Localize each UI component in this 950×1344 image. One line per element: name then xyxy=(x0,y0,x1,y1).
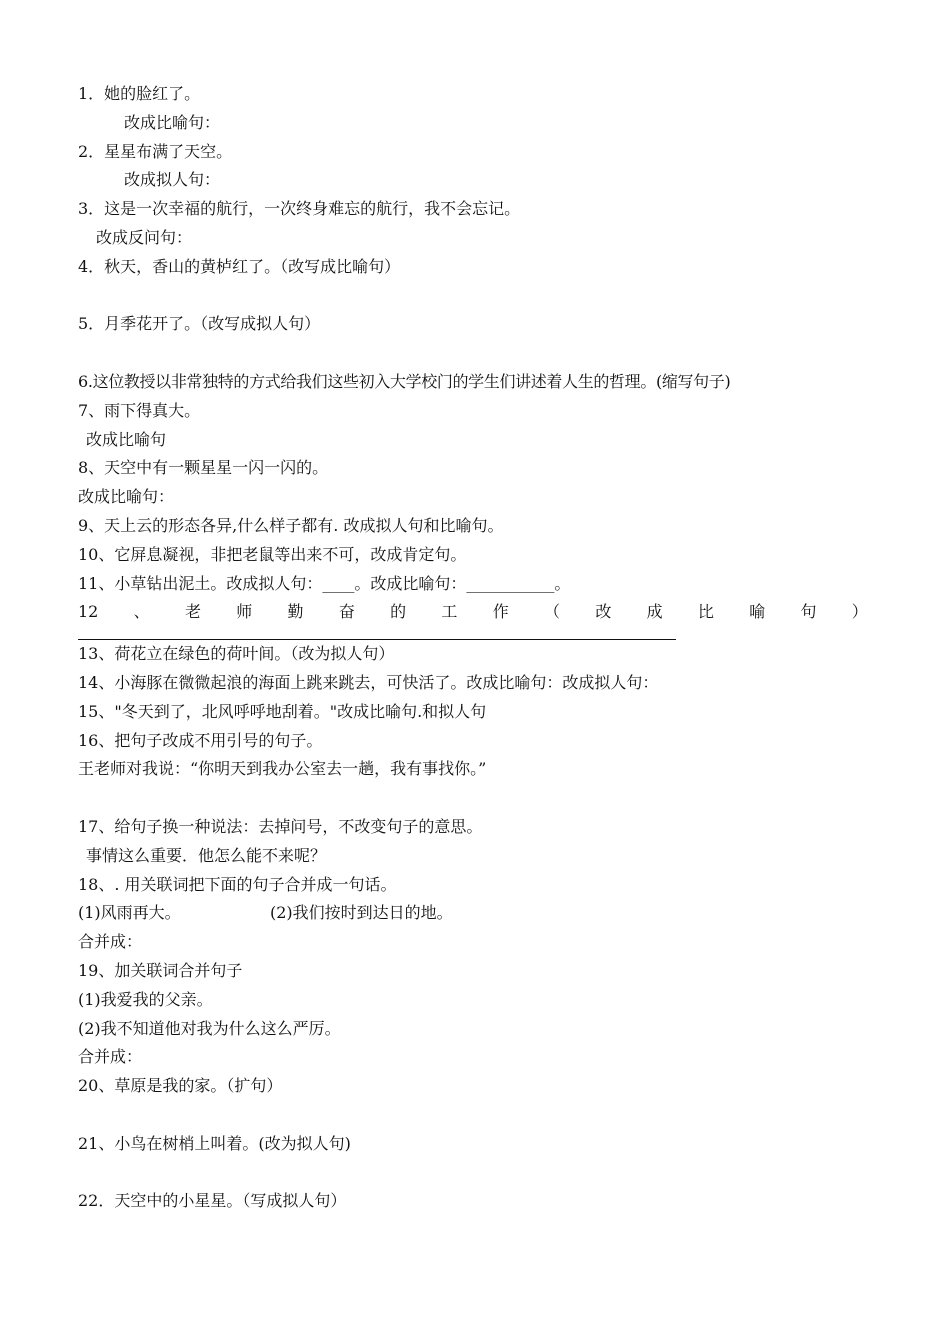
question-8-instruction: 改成比喻句： xyxy=(78,487,175,507)
question-19-sentence-2: (2)我不知道他对我为什么这么严厉。 xyxy=(78,1018,341,1038)
question-18-sentence-1: (1)风雨再大。 xyxy=(78,903,181,923)
question-12-part: 师 xyxy=(236,602,253,622)
question-7: 7、雨下得真大。 xyxy=(78,400,201,420)
question-12-part: 老 xyxy=(184,602,201,622)
question-19-sentence-1: (1)我爱我的父亲。 xyxy=(78,989,213,1009)
question-12-part: （ xyxy=(544,602,561,622)
question-17: 17、给句子换一种说法：去掉问号，不改变句子的意思。 xyxy=(78,816,483,836)
question-2: 2．星星布满了天空。 xyxy=(78,141,233,161)
blank-line xyxy=(78,1101,878,1130)
question-1: 1．她的脸红了。 xyxy=(78,84,201,103)
question-10: 10、它屏息凝视，非把老鼠等出来不可，改成肯定句。 xyxy=(78,544,467,564)
question-11: 11、小草钻出泥土。改成拟人句：____。改成比喻句：___________。 xyxy=(78,573,571,593)
question-13: 13、荷花立在绿色的荷叶间。（改为拟人句） xyxy=(78,644,395,664)
question-12-part: ） xyxy=(851,602,868,622)
question-12-part: 奋 xyxy=(338,602,355,622)
blank-line xyxy=(78,282,878,311)
question-20: 20、草原是我的家。（扩句） xyxy=(78,1076,283,1096)
question-3: 3．这是一次幸福的航行，一次终身难忘的航行，我不会忘记。 xyxy=(78,199,521,219)
question-7-instruction: 改成比喻句 xyxy=(86,429,167,449)
question-12-part: 成 xyxy=(646,602,663,622)
question-12-part: 12 xyxy=(78,602,99,622)
question-12-part: 的 xyxy=(390,602,407,622)
question-18-sentence-2: (2)我们按时到达日的地。 xyxy=(270,903,453,923)
question-4: 4．秋天，香山的黄栌红了。（改写成比喻句） xyxy=(78,256,401,276)
question-6: 6.这位教授以非常独特的方式给我们这些初入大学校门的学生们讲述着人生的哲理。(缩写句子) xyxy=(78,371,731,391)
question-19-combine: 合并成： xyxy=(78,1047,143,1067)
question-16: 16、把句子改成不用引号的句子。 xyxy=(78,730,323,750)
question-18-sentences xyxy=(78,899,878,928)
blank-line xyxy=(78,1158,878,1187)
question-12-part: 作 xyxy=(492,602,509,622)
question-1-instruction: 改成比喻句： xyxy=(124,112,221,132)
question-12-part: 勤 xyxy=(287,602,304,622)
question-3-instruction: 改成反问句： xyxy=(96,227,193,247)
question-12-part: 、 xyxy=(133,602,150,622)
question-16-sentence: 王老师对我说：“你明天到我办公室去一趟，我有事找你。” xyxy=(78,759,487,779)
question-12 xyxy=(78,598,868,627)
question-12-part: 喻 xyxy=(749,602,766,622)
answer-rule-line xyxy=(78,625,676,640)
question-12-part: 比 xyxy=(697,602,714,622)
question-18-combine: 合并成： xyxy=(78,932,143,952)
question-12-part: 句 xyxy=(800,602,817,622)
question-14: 14、小海豚在微微起浪的海面上跳来跳去，可快活了。改成比喻句：改成拟人句： xyxy=(78,672,659,692)
question-12-part: 工 xyxy=(441,602,458,622)
blank-line xyxy=(78,784,878,813)
question-2-instruction: 改成拟人句： xyxy=(124,170,221,190)
question-15: 15、"冬天到了，北风呼呼地刮着。"改成比喻句.和拟人句 xyxy=(78,701,487,721)
question-12-part: 改 xyxy=(595,602,612,622)
question-22: 22．天空中的小星星。（写成拟人句） xyxy=(78,1191,347,1211)
question-17-sentence: 事情这么重要．他怎么能不来呢？ xyxy=(86,845,327,865)
blank-line xyxy=(78,339,878,368)
question-18: 18、. 用关联词把下面的句子合并成一句话。 xyxy=(78,874,397,894)
question-19: 19、加关联词合并句子 xyxy=(78,960,243,980)
question-9: 9、天上云的形态各异,什么样子都有. 改成拟人句和比喻句。 xyxy=(78,515,504,535)
question-21: 21、小鸟在树梢上叫着。(改为拟人句) xyxy=(78,1133,351,1153)
question-8: 8、天空中有一颗星星一闪一闪的。 xyxy=(78,458,329,478)
question-5: 5．月季花开了。（改写成拟人句） xyxy=(78,314,321,334)
exercise-list xyxy=(78,80,878,1216)
